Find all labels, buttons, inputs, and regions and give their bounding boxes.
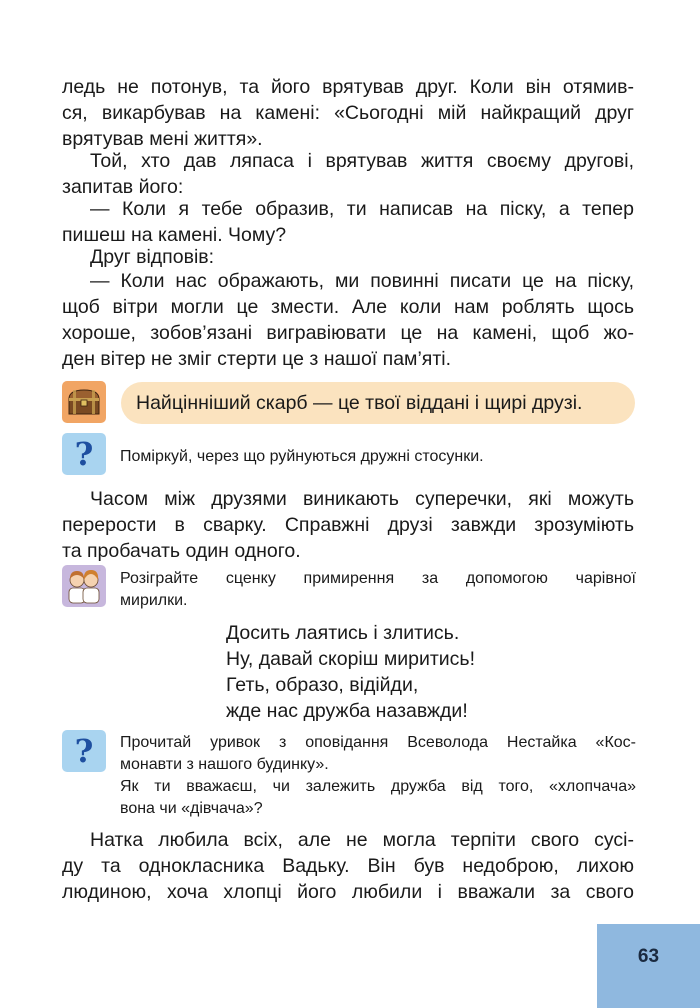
task-text: Прочитай уривок з оповідання Всеволода Нестайка «Кос- [120, 734, 636, 751]
story-paragraph-4 [62, 244, 634, 270]
text-line: людиною, хоча хлопці його любили і вважали за свого [62, 881, 634, 903]
key-message-banner [121, 382, 635, 424]
story-paragraph-1 [62, 74, 634, 152]
text-line: врятував мені життя». [62, 128, 263, 150]
story-paragraph-3 [62, 196, 634, 248]
task-reflect [120, 446, 636, 468]
info-paragraph [62, 486, 634, 564]
banner-text: Найцінніший скарб — це твої віддані і щирі друзі. [136, 391, 583, 414]
text-line: ду та однокласника Вадьку. Він був недоброю, лихою [62, 855, 634, 877]
text-line: — Коли нас ображають, ми повинні писати це на піску, [90, 270, 634, 292]
text-line: — Коли я тебе образив, ти написав на піску, а тепер [90, 198, 634, 220]
story-paragraph-2 [62, 148, 634, 200]
text-line: Той, хто дав ляпаса і врятував життя своєму другові, [90, 150, 634, 172]
story-paragraph-5 [62, 268, 634, 372]
task-read [120, 732, 636, 820]
text-line: перерости в сварку. Справжні друзі завжди зрозуміють [62, 514, 634, 536]
question-mark-icon: ? [62, 730, 106, 772]
treasure-chest-icon [62, 381, 106, 423]
page-number-text: 63 [637, 946, 660, 967]
two-children-icon [62, 565, 106, 607]
task-text: Розіграйте сценку примирення за допомогою чарівної [120, 570, 636, 587]
text-line: ледь не потонув, та його врятував друг. Коли він отямив- [62, 76, 634, 98]
poem-line: Досить лаятись і злитись. [226, 622, 460, 644]
poem-line: Геть, образо, відійди, [226, 674, 419, 696]
text-line: щоб вітри могли це змести. Але коли нам роблять щось [62, 296, 634, 318]
task-text: Поміркуй, через що руйнуються дружні стосунки. [120, 448, 484, 465]
task-text: мирилки. [120, 592, 188, 609]
text-line: пишеш на камені. Чому? [62, 224, 287, 246]
question-mark-icon: ? [62, 433, 106, 475]
poem [226, 620, 475, 724]
text-line: ден вітер не зміг стерти це з нашої пам’яті. [62, 348, 452, 370]
task-text: Як ти вважаєш, чи залежить дружба від того, «хлопчача» [120, 778, 636, 795]
text-line: та пробачать один одного. [62, 540, 301, 562]
poem-line: жде нас дружба назавжди! [226, 700, 468, 722]
text-line: Часом між друзями виникають суперечки, які можуть [90, 488, 634, 510]
poem-line: Ну, давай скоріш миритись! [226, 648, 476, 670]
excerpt-paragraph [62, 827, 634, 905]
text-line: ся, викарбував на камені: «Сьогодні мій найкращий друг [62, 102, 634, 124]
page-number [597, 924, 700, 1008]
text-line: Друг відповів: [90, 246, 215, 268]
text-line: запитав його: [62, 176, 184, 198]
task-roleplay [120, 568, 636, 612]
text-line: Натка любила всіх, але не могла терпіти свого сусі- [90, 829, 634, 851]
text-line: хороше, зобов’язані вигравіювати це на камені, щоб жо- [62, 322, 634, 344]
task-text: монавти з нашого будинку». [120, 756, 329, 773]
task-text: вона чи «дівчача»? [120, 800, 263, 817]
